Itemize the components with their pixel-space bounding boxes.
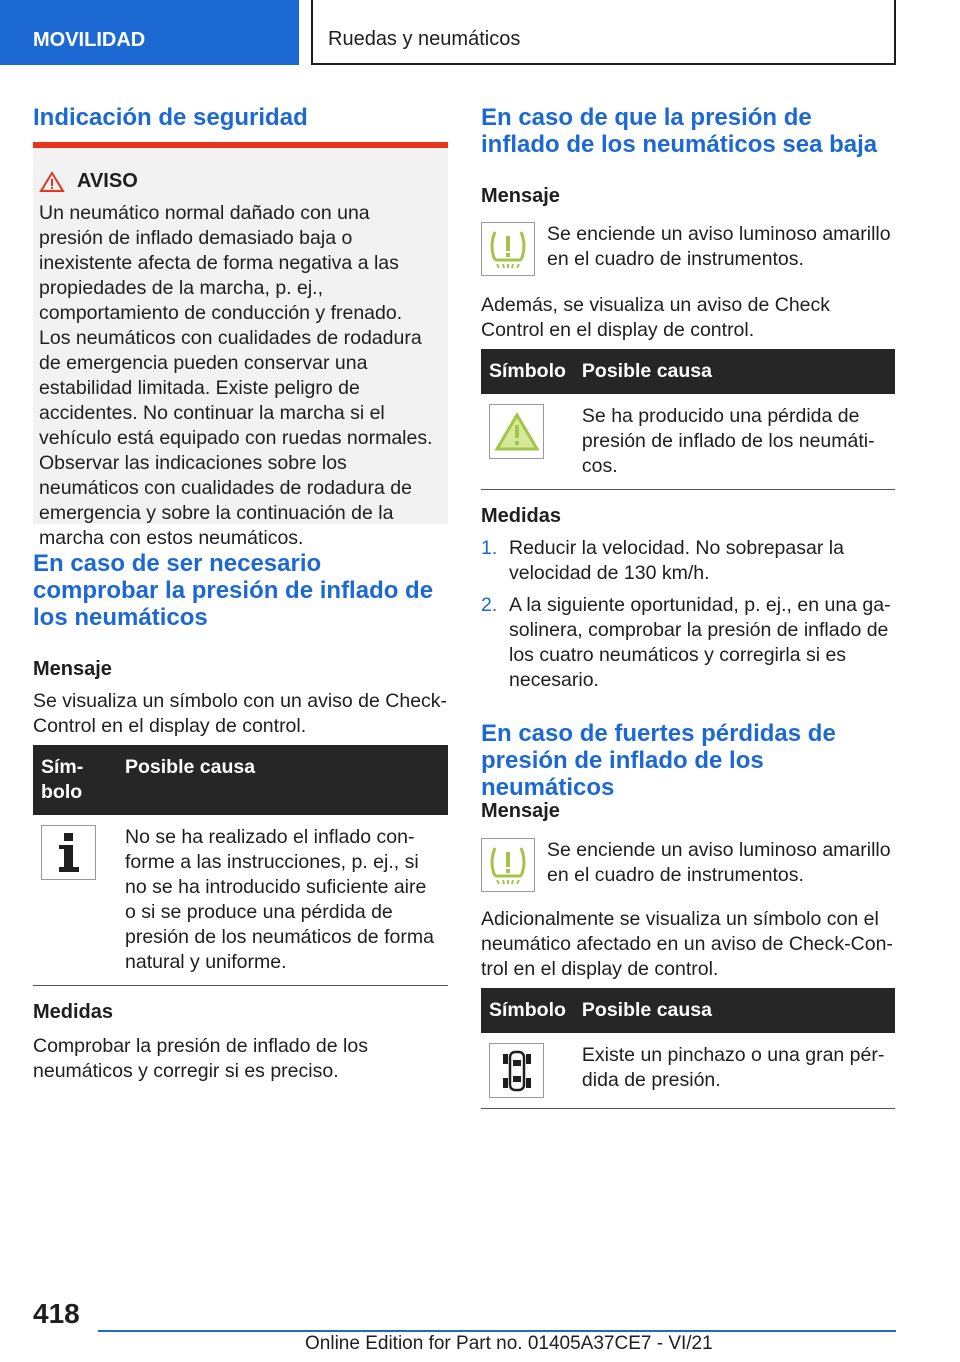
table-cell-symbol (481, 1033, 574, 1109)
message-label: Mensaje (33, 658, 112, 680)
extra-text: Además, se visualiza un aviso de Check Control en el display de control. (481, 294, 831, 341)
warning-triangle-icon (39, 171, 65, 193)
causes-table-right-2 (481, 988, 895, 1109)
section-tab[interactable]: MOVILIDAD (0, 0, 299, 65)
list-item (481, 536, 895, 586)
check-pressure-title: En caso de ser necesario comprobar la presión de inflado de los neumáticos (33, 550, 434, 631)
footer-divider (98, 1330, 896, 1332)
indicator-text: Se enciende un aviso luminoso amarillo en el cuadro de instrumentos. (547, 839, 891, 886)
table-row (481, 1033, 895, 1109)
causes-table-right (481, 349, 895, 490)
low-pressure-title: En caso de que la presión de inflado de los neumáticos sea baja (481, 104, 878, 158)
measures-label: Medidas (33, 1001, 114, 1023)
table-cell-symbol (33, 815, 117, 986)
step-text: A la siguiente oportunidad, p. ej., en una gasolinera, comprobar la presión de inflado de los cuatro neumáticos y corregirla si es necesario. (509, 594, 891, 691)
table-header-row (33, 745, 448, 815)
indicator-row (481, 838, 895, 892)
table-cell-symbol (481, 394, 574, 490)
indicator-text: Se enciende un aviso luminoso amarillo en el cuadro de instrumentos. (547, 223, 891, 270)
table-cell-cause: No se ha realizado el inflado conforme a las instrucciones, p. ej., si no se ha introducido suficiente aire o si se produce una pérdida de presión de los neumáticos de forma natural y uniforme. (117, 815, 448, 986)
message-label: Mensaje (481, 800, 560, 822)
indicator-row (481, 222, 895, 276)
table-header-row (481, 988, 895, 1033)
warning-heading (39, 170, 438, 193)
column-header-symbol: Símbolo (33, 745, 117, 815)
car-tire-icon (489, 1043, 544, 1098)
table-cell-cause: Existe un pinchazo o una gran pérdida de presión. (574, 1033, 895, 1109)
step-number: 1. (481, 537, 498, 559)
table-row (33, 815, 448, 986)
warning-text: Un neumático normal dañado con una presión de inflado demasiado baja o inexistente afecta de forma negativa a las propiedades de la marcha, p. ej., comportamiento de conducción y frenado. Los neumáticos con cualidades de rodadura de emergencia pueden conservar una estabilidad limitada. Existe peligro de accidentes. No continuar la marcha si el vehículo está equipado con ruedas normales. Observar las indicaciones sobre los neumáticos con cualidades de rodadura de emergencia y sobre la continuación de la marcha con estos neumáticos. (39, 202, 433, 549)
message-label: Mensaje (481, 185, 560, 207)
step-text: Reducir la velocidad. No sobrepasar la velocidad de 130 km/h. (509, 537, 844, 584)
measures-steps (481, 536, 895, 700)
list-item (481, 593, 895, 693)
column-header-cause: Posible causa (117, 745, 448, 815)
edition-text: Online Edition for Part no. 01405A37CE7 - VI/21 (305, 1333, 713, 1354)
column-header-symbol: Símbolo (481, 988, 574, 1033)
info-icon (41, 825, 96, 880)
tire-pressure-warning-icon (481, 838, 535, 892)
chapter-title: Ruedas y neumáticos (311, 0, 896, 65)
heavy-loss-title: En caso de fuertes pérdidas de presión de inflado de los neumáticos (481, 720, 836, 801)
warning-box (33, 142, 448, 549)
message-text: Se visualiza un símbolo con un aviso de Check-Control en el display de control. (33, 690, 448, 737)
causes-table-left (33, 745, 448, 986)
measures-text: Comprobar la presión de inflado de los neumáticos y corregir si es preciso. (33, 1035, 368, 1082)
column-header-symbol: Símbolo (481, 349, 574, 394)
tire-pressure-warning-icon (481, 222, 535, 276)
warning-label: AVISO (77, 170, 138, 192)
warning-triangle-icon (489, 404, 544, 459)
table-header-row (481, 349, 895, 394)
measures-label: Medidas (481, 505, 562, 527)
table-cell-cause: Se ha producido una pérdida de presión de inflado de los neumáticos. (574, 394, 895, 490)
extra-text: Adicionalmente se visualiza un símbolo con el neumático afectado en un aviso de Check-Control en el display de control. (481, 908, 893, 980)
column-header-cause: Posible causa (574, 349, 895, 394)
safety-title: Indicación de seguridad (33, 104, 308, 131)
page-number: 418 (33, 1298, 80, 1329)
step-number: 2. (481, 594, 498, 616)
column-header-cause: Posible causa (574, 988, 895, 1033)
table-row (481, 394, 895, 490)
